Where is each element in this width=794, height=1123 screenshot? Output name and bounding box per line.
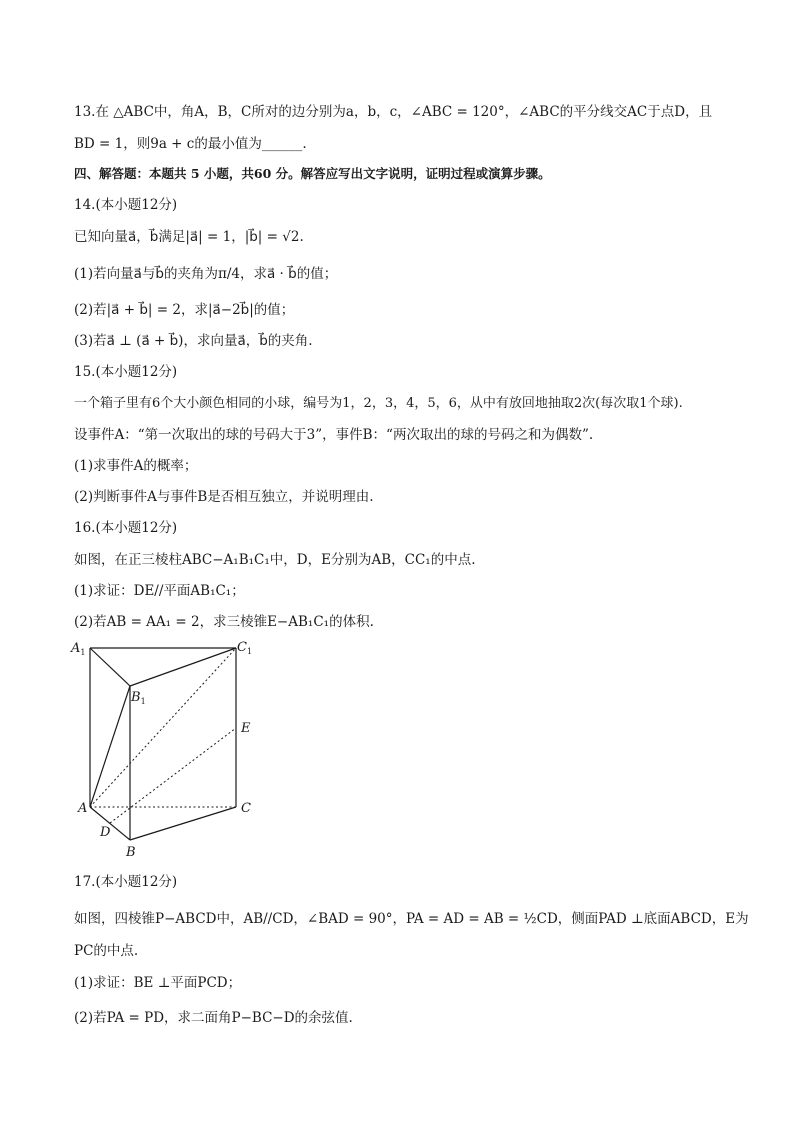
edge-bc [130, 807, 236, 840]
q14-title: 14.(本小题12分) [74, 197, 178, 213]
q16-title: 16.(本小题12分) [74, 520, 178, 536]
q16-part-2: (2)若AB = AA₁ = 2，求三棱锥E−AB₁C₁的体积. [74, 614, 374, 630]
q17-stem-2: PC的中点. [74, 943, 139, 959]
prism-diagram [68, 640, 268, 862]
label-b: B [126, 845, 136, 860]
label-a: A [78, 801, 88, 816]
edge-a1b1 [90, 648, 130, 686]
q14-part-2: (2)若|a⃗ + b⃗| = 2，求|a⃗−2b⃗|的值； [74, 302, 295, 318]
q13-line-1: 13.在 △ABC中，角A，B，C所对的边分别为a，b，c，∠ABC = 120°，∠ABC的平分线交AC于点D，且 [74, 104, 713, 120]
hidden-segment-ac1 [90, 648, 236, 807]
q14-part-3: (3)若a⃗ ⊥ (a⃗ + b⃗)，求向量a⃗，b⃗的夹角. [74, 333, 313, 349]
label-b1: $B_1$ [131, 690, 146, 706]
q16-stem: 如图，在正三棱柱ABC−A₁B₁C₁中，D，E分别为AB，CC₁的中点. [74, 552, 476, 568]
segment-ab1 [90, 686, 130, 807]
q15-stem-1: 一个箱子里有6个大小颜色相同的小球，编号为1，2，3，4，5，6，从中有放回地抽取2次(每次取1个球). [74, 396, 683, 411]
label-c: C [241, 801, 251, 816]
q17-part-2: (2)若PA = PD，求二面角P−BC−D的余弦值. [74, 1010, 353, 1026]
label-a1: $A_1$ [71, 641, 86, 657]
edge-b1c1 [130, 648, 236, 686]
prism-figure [68, 640, 268, 862]
q17-part-1: (1)求证：BE ⊥平面PCD； [74, 975, 242, 991]
section-heading: 四、解答题：本题共 5 小题，共60 分。解答应写出文字说明，证明过程或演算步骤。 [74, 166, 551, 181]
label-e: E [241, 721, 251, 736]
hidden-segment-de [110, 728, 236, 823]
q15-title: 15.(本小题12分) [74, 364, 178, 380]
q16-part-1: (1)求证：DE//平面AB₁C₁； [74, 583, 245, 599]
q14-part-1: (1)若向量a⃗与b⃗的夹角为π/4，求a⃗ · b⃗的值； [74, 266, 338, 282]
q15-part-1: (1)求事件A的概率； [74, 458, 198, 474]
q13-line-2: BD = 1，则9a + c的最小值为______. [74, 136, 307, 152]
q17-title: 17.(本小题12分) [74, 874, 178, 890]
label-d: D [100, 825, 111, 840]
label-c1: $C_1$ [237, 640, 253, 656]
q15-part-2: (2)判断事件A与事件B是否相互独立，并说明理由. [74, 489, 374, 505]
q17-stem-1: 如图，四棱锥P−ABCD中，AB//CD，∠BAD = 90°，PA = AD = AB = ½CD，侧面PAD ⊥底面ABCD，E为 [74, 911, 749, 927]
q14-stem: 已知向量a⃗，b⃗满足|a⃗| = 1，|b⃗| = √2. [74, 229, 304, 245]
q15-stem-2: 设事件A：“第一次取出的球的号码大于3”，事件B：“两次取出的球的号码之和为偶数”. [74, 427, 594, 443]
